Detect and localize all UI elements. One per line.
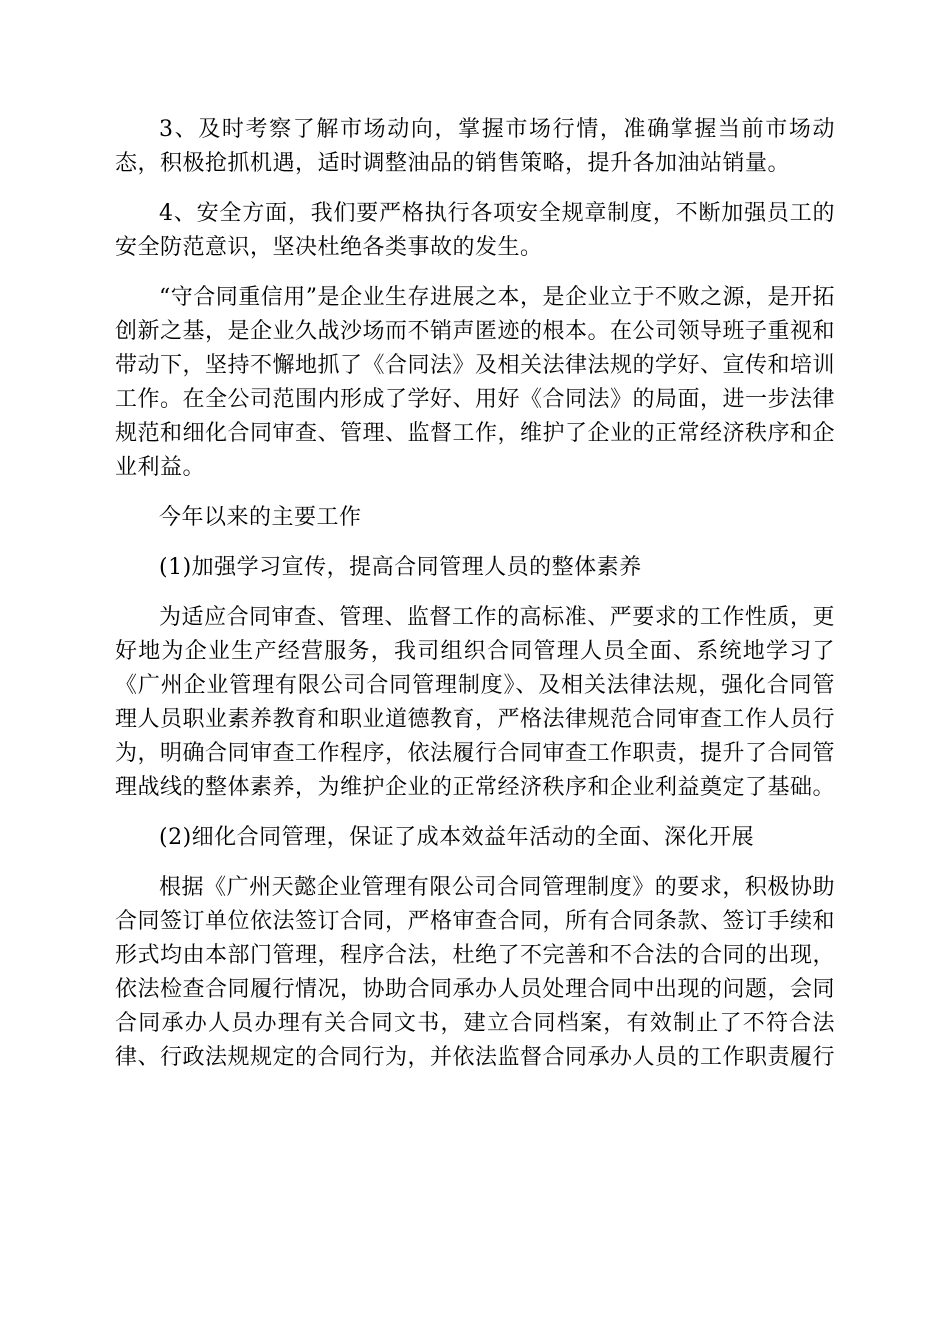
paragraph-contract-management: 根据《广州天懿企业管理有限公司合同管理制度》的要求，积极协助合同签订单位依法签订合同，严格审查合同，所有合同条款、签订手续和形式均由本部门管理，程序合法，杜绝了不完善和不合法的合同的出现，依法检查合同履行情况，协助合同承办人员处理合同中出现的问题，会同合同承办人员办理有关合同文书，建立合同档案，有效制止了不符合法律、行政法规规定的合同行为，并依法监督合同承办人员的工作职责履行: [115, 875, 836, 1070]
paragraph-contract-credit: “守合同重信用”是企业生存进展之本，是企业立于不败之源，是开拓创新之基，是企业久战沙场而不销声匿迹的根本。在公司领导班子重视和带动下，坚持不懈地抓了《合同法》及相关法律法规的学好、宣传和培训工作。在全公司范围内形成了学好、用好《合同法》的局面，进一步法律规范和细化合同审查、管理、监督工作，维护了企业的正常经济秩序和企业利益。: [115, 285, 836, 480]
section-heading-main-work: 今年以来的主要工作: [159, 505, 362, 530]
subheading-2: (2)细化合同管理，保证了成本效益年活动的全面、深化开展: [159, 825, 755, 850]
paragraph-item-4: 4、安全方面，我们要严格执行各项安全规章制度，不断加强员工的安全防范意识，坚决杜绝各类事故的发生。: [115, 201, 835, 260]
subheading-1: (1)加强学习宣传，提高合同管理人员的整体素养: [159, 555, 642, 580]
document-page: [115, 113, 835, 1091]
paragraph-study-promotion: 为适应合同审查、管理、监督工作的高标准、严要求的工作性质，更好地为企业生产经营服务，我司组织合同管理人员全面、系统地学习了《广州企业管理有限公司合同管理制度》、及相关法律法规，强化合同管理人员职业素养教育和职业道德教育，严格法律规范合同审查工作人员行为，明确合同审查工作程序，依法履行合同审查工作职责，提升了合同管理战线的整体素养，为维护企业的正常经济秩序和企业利益奠定了基础。: [115, 605, 836, 800]
paragraph-item-3: 3、及时考察了解市场动向，掌握市场行情，准确掌握当前市场动态，积极抢抓机遇，适时调整油品的销售策略，提升各加油站销量。: [115, 117, 835, 176]
